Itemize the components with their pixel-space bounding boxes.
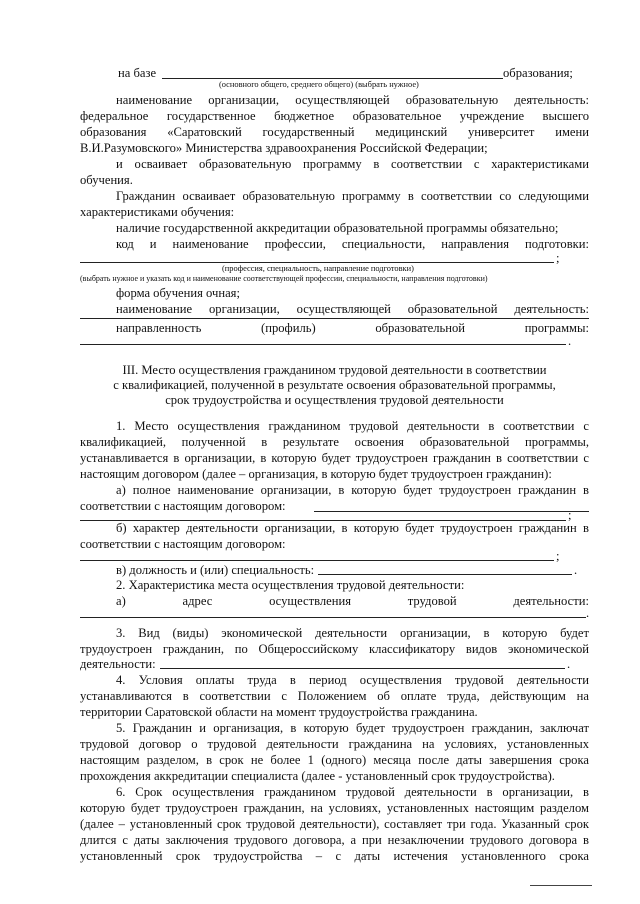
p4-line-3: территории Саратовской области на момент трудоустройства гражданина. bbox=[80, 705, 478, 719]
masters-line-2: обучения. bbox=[80, 173, 133, 187]
document-page: на базе образования; (основного общего, среднего общего) (выбрать нужное) наименование организации, осуществляющей образовательную деятельность: федеральное государственное бюджетное образовательное учреждение высшего образования «Саратовский государственный медицинский университет имени В.И.Разумовского» Министерства здравоохранения Российской Федерации; и осваивает образовательную программу в соответствии с характеристиками обучения. Гражданин осваивает образовательную программу в соответствии со следующими характеристиками обучения: наличие государственной аккредитации образовательной программы обязательно; код и наименование профессии, специальности, направления подготовки: ; (профессия, специальность, направление подготовки) (выбрать нужное и указать код и наименование соответствующей профессии, специальности, направления подготовки) форма обучения очная; наименование организации, осуществляющей образовательной деятельность: направленность (профиль) образовательной программы: . III. Место осуществления гражданином трудовой деятельности в соответствии с квалификацией, полученной в результате освоения образовательной программы, срок трудоустройства и осуществления трудовой деятельности 1. Место осуществления гражданином трудовой деятельности в соответствии с квалификацией, полученной в результате освоения образовательной программы, устанавливается в организации, в которую будет трудоустроен гражданин в соответствии с настоящим договором (далее – организация, в которую будет трудоустроен гражданин): а) полное наименование организации, в которую будет трудоустроен гражданин в соответствии с настоящим договором: ; б) характер деятельности организации, в которую будет трудоустроен гражданин в соответствии с настоящим договором: ; в) должность и (или) специальность: . 2. Характеристика места осуществления трудовой деятельности: а) адрес осуществления трудовой деятельности: . 3. Вид (виды) экономической деятельности организации, в которую будет трудоустроен гражданин, по Общероссийскому классификатору видов экономической деятельности: . 4. Условия оплаты труда в период осуществления трудовой деятельности устанавливаются в соответствии с Положением об оплате труда, действующим на территории Саратовской области на момент трудоустройства гражданина. 5. Гражданин и организация, в которую будет трудоустроен гражданин, заключат трудовой договор о трудовой деятельности гражданина на условиях, установленных настоящим разделом, в срок не более 1 (одного) месяца после даты завершения срока прохождения аккредитации специалиста (далее - установленный срок трудоустройства). 6. Срок осуществления гражданином трудовой деятельности в организации, в которую будет трудоустроен гражданин, на условиях, установленных настоящим разделом (далее – установленный срок трудовой деятельности), составляет три года. Указанный срок длится с даты заключения трудового договора, а при незаключении трудового договора в установленный срок трудоустройства – с даты истечения установленного срока bbox=[0, 0, 640, 904]
p3-line-1: 3. Вид (виды) экономической деятельности организации, в которую будет bbox=[116, 626, 589, 640]
footer-mark bbox=[530, 885, 592, 886]
note-select: (выбрать нужное и указать код и наименование соответствующей профессии, специальности, направления подготовки) bbox=[80, 274, 488, 283]
accreditation-line: наличие государственной аккредитации образовательной программы обязательно; bbox=[116, 221, 559, 235]
org-name-line-2: федеральное государственное бюджетное образовательное учреждение высшего bbox=[80, 109, 589, 123]
pv-underline bbox=[318, 574, 572, 575]
p2a-word: осуществления bbox=[269, 594, 352, 608]
base-underline bbox=[162, 78, 503, 79]
masters-line-1: и осваивает образовательную программу в соответствии с характеристиками bbox=[116, 157, 589, 171]
p5-line-4: прохождения аккредитации специалиста (далее - установленный срок трудоустройства). bbox=[80, 769, 555, 783]
pa-line-2: соответствии с настоящим договором: bbox=[80, 499, 286, 513]
code-line: код и наименование профессии, специальности, направления подготовки: bbox=[116, 237, 589, 251]
org-name-underline bbox=[80, 318, 589, 319]
pa-underline-1 bbox=[314, 511, 589, 512]
direction-underline bbox=[80, 344, 566, 345]
p4-line-1: 4. Условия оплаты труда в период осуществления трудовой деятельности bbox=[116, 673, 589, 687]
p3-line-2: трудоустроен гражданин, по Общероссийскому классификатору видов экономической bbox=[80, 642, 589, 656]
address-underline bbox=[80, 617, 586, 618]
semicolon-3: ; bbox=[556, 549, 560, 563]
pb-underline bbox=[80, 560, 554, 561]
direction-word: программы: bbox=[524, 321, 589, 335]
p5-line-1: 5. Гражданин и организация, в которую будет трудоустроен гражданин, заключат bbox=[116, 721, 589, 735]
pb-line-1: б) характер деятельности организации, в которую будет трудоустроен гражданин в bbox=[116, 521, 589, 535]
period-1: . bbox=[568, 334, 572, 348]
pa-line-1: а) полное наименование организации, в которую будет трудоустроен гражданин в bbox=[116, 483, 589, 497]
p2a-word: деятельности: bbox=[513, 594, 589, 608]
semicolon-2: ; bbox=[568, 508, 572, 522]
p3-line-3: деятельности: bbox=[80, 657, 156, 671]
p6-line-1: 6. Срок осуществления гражданином трудовой деятельности в организации, в bbox=[116, 785, 589, 799]
semicolon-1: ; bbox=[556, 251, 560, 265]
period-2: . bbox=[574, 563, 578, 577]
p6-line-3: (далее – установленный срок трудовой деятельности), составляет три года. Указанный срок bbox=[80, 817, 589, 831]
direction-line bbox=[116, 320, 589, 336]
p6-line-5: установленный срок трудоустройства – с даты истечения установленного срока bbox=[80, 849, 589, 863]
p2a-line bbox=[116, 593, 589, 609]
org-name-line-1: наименование организации, осуществляющей образовательную деятельность: bbox=[116, 93, 589, 107]
p1-line-1: 1. Место осуществления гражданином трудовой деятельности в соответствии с bbox=[116, 419, 589, 433]
pb-line-2: соответствии с настоящим договором: bbox=[80, 537, 286, 551]
period-4: . bbox=[567, 657, 571, 671]
p1-line-2: квалификацией, полученной в результате освоения образовательной программы, bbox=[80, 435, 589, 449]
p4-line-2: устанавливаются в соответствии с Положением об оплате труда, действующим на bbox=[80, 689, 589, 703]
p5-line-2: трудовой договор о трудовой деятельности гражданина на условиях, установленных bbox=[80, 737, 589, 751]
p6-line-2: которую будет трудоустроен гражданин, на условиях, установленных настоящим разделом bbox=[80, 801, 589, 815]
section-title-line-2: с квалификацией, полученной в результате освоения образовательной программы, bbox=[113, 378, 556, 392]
p1-line-3: устанавливается в организации, в которую будет трудоустроен гражданин в соответствии с bbox=[80, 451, 589, 465]
period-3: . bbox=[586, 606, 590, 620]
p6-line-4: длится с даты заключения трудового договора, а при незаключении трудового договора в bbox=[80, 833, 589, 847]
p2-line: 2. Характеристика места осуществления трудовой деятельности: bbox=[116, 578, 465, 592]
p2a-word: трудовой bbox=[407, 594, 457, 608]
note-profession: (профессия, специальность, направление подготовки) bbox=[222, 264, 414, 273]
direction-word: направленность bbox=[116, 321, 202, 335]
note-base: (основного общего, среднего общего) (выбрать нужное) bbox=[219, 80, 419, 89]
org-name-line-4: В.И.Разумовского» Министерства здравоохранения Российской Федерации; bbox=[80, 141, 488, 155]
section-title-line-1: III. Место осуществления гражданином трудовой деятельности в соответствии bbox=[122, 363, 547, 377]
org-name-line-3: образования «Саратовский государственный медицинский университет имени bbox=[80, 125, 589, 139]
p2a-word: адрес bbox=[182, 594, 213, 608]
profession-underline bbox=[80, 262, 554, 263]
characteristics-line-2: характеристиками обучения: bbox=[80, 205, 235, 219]
direction-word: образовательной bbox=[375, 321, 466, 335]
p2a-word: а) bbox=[116, 594, 126, 608]
p1-line-4: настоящим договором (далее – организация, в которую будет трудоустроен гражданин): bbox=[80, 467, 552, 481]
direction-word: (профиль) bbox=[261, 321, 316, 335]
form-line: форма обучения очная; bbox=[116, 286, 240, 300]
p3-underline bbox=[160, 668, 565, 669]
characteristics-line-1: Гражданин осваивает образовательную программу в соответствии со следующими bbox=[116, 189, 589, 203]
org-name-line-5: наименование организации, осуществляющей образовательной деятельность: bbox=[116, 302, 589, 316]
section-title-line-3: срок трудоустройства и осуществления трудовой деятельности bbox=[165, 393, 504, 407]
base-suffix: образования; bbox=[503, 66, 573, 80]
pv-line: в) должность и (или) специальность: bbox=[116, 563, 315, 577]
p5-line-3: настоящим разделом, в срок не более 1 (одного) месяца после даты завершения срока bbox=[80, 753, 589, 767]
